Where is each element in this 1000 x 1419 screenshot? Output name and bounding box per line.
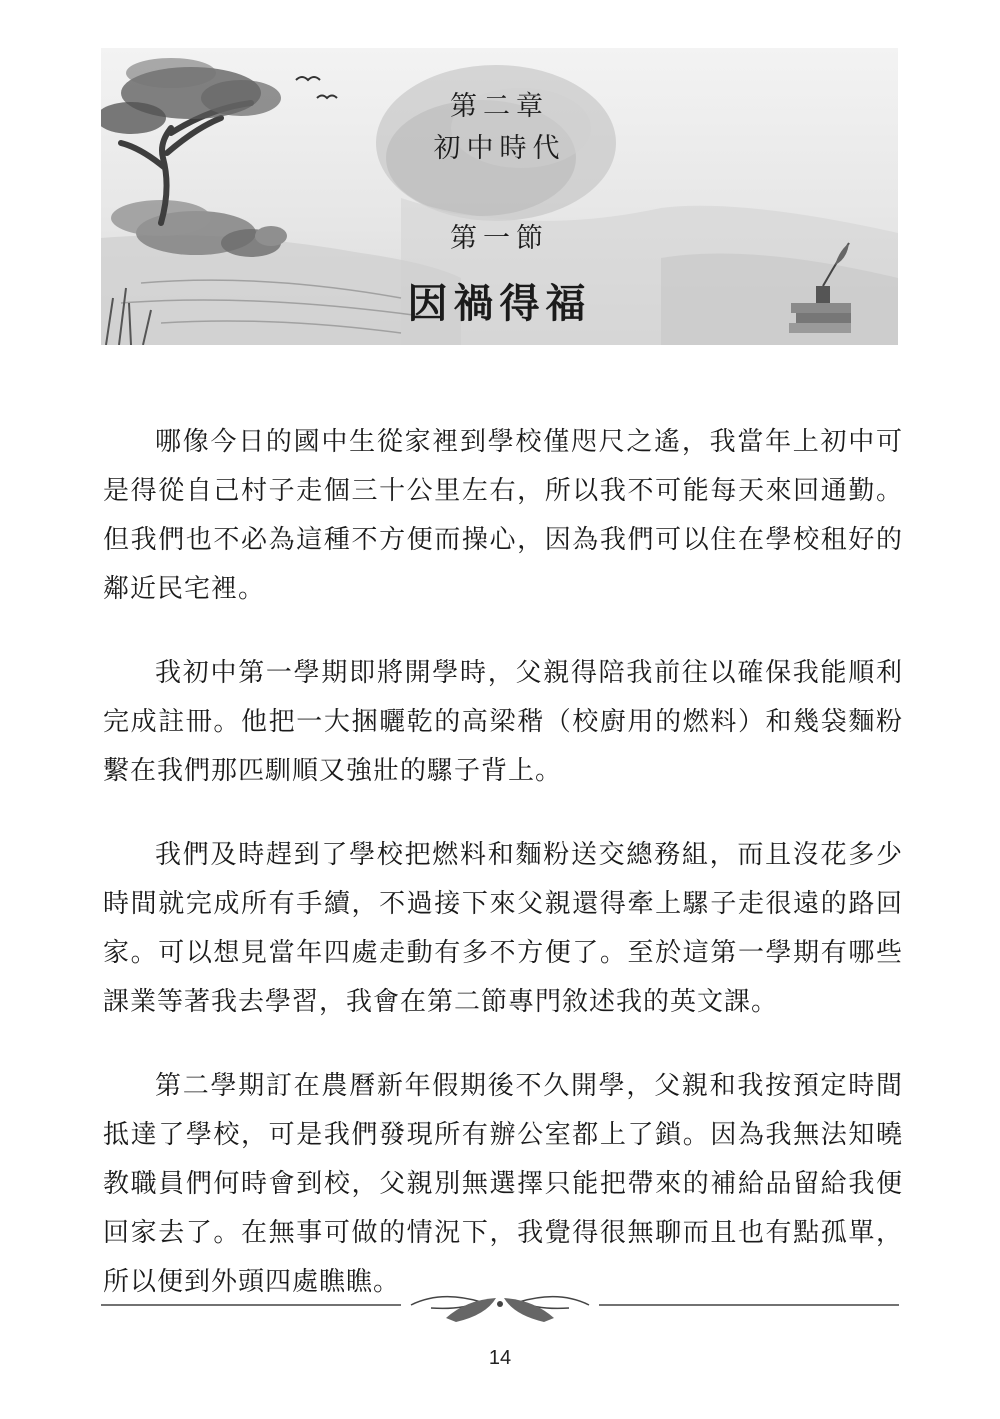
chapter-number: 第二章 — [450, 91, 549, 122]
section-number: 第一節 — [450, 223, 549, 254]
paragraph: 哪像今日的國中生從家裡到學校僅咫尺之遙，我當年上初中可是得從自己村子走個三十公里左右，所以我不可能每天來回通勤。但我們也不必為這種不方便而操心，因為我們可以住在學校租好的鄰近民宅裡。 — [103, 427, 903, 604]
body-text — [103, 418, 903, 1342]
paragraph: 我們及時趕到了學校把燃料和麵粉送交總務組，而且沒花多少時間就完成所有手續，不過接下來父親還得牽上騾子走很遠的路回家。可以想見當年四處走動有多不方便了。至於這第一學期有哪些課業等著我去學習，我會在第二節專門敘述我的英文課。 — [103, 840, 903, 1017]
page-number: 14 — [488, 1347, 512, 1369]
chapter-banner — [101, 48, 898, 345]
paragraph: 第二學期訂在農曆新年假期後不久開學，父親和我按預定時間抵達了學校，可是我們發現所有辦公室都上了鎖。因為我無法知曉教職員們何時會到校，父親別無選擇只能把帶來的補給品留給我便回家去了。在無事可做的情況下，我覺得很無聊而且也有點孤單，所以便到外頭四處瞧瞧。 — [103, 1071, 903, 1297]
chapter-title: 初中時代 — [433, 133, 566, 164]
section-title: 因禍得福 — [407, 280, 592, 327]
leaf-divider-ornament — [101, 1280, 899, 1330]
paragraph: 我初中第一學期即將開學時，父親得陪我前往以確保我能順利完成註冊。他把一大捆曬乾的高梁稭（校廚用的燃料）和幾袋麵粉繫在我們那匹馴順又強壯的騾子背上。 — [103, 658, 903, 786]
